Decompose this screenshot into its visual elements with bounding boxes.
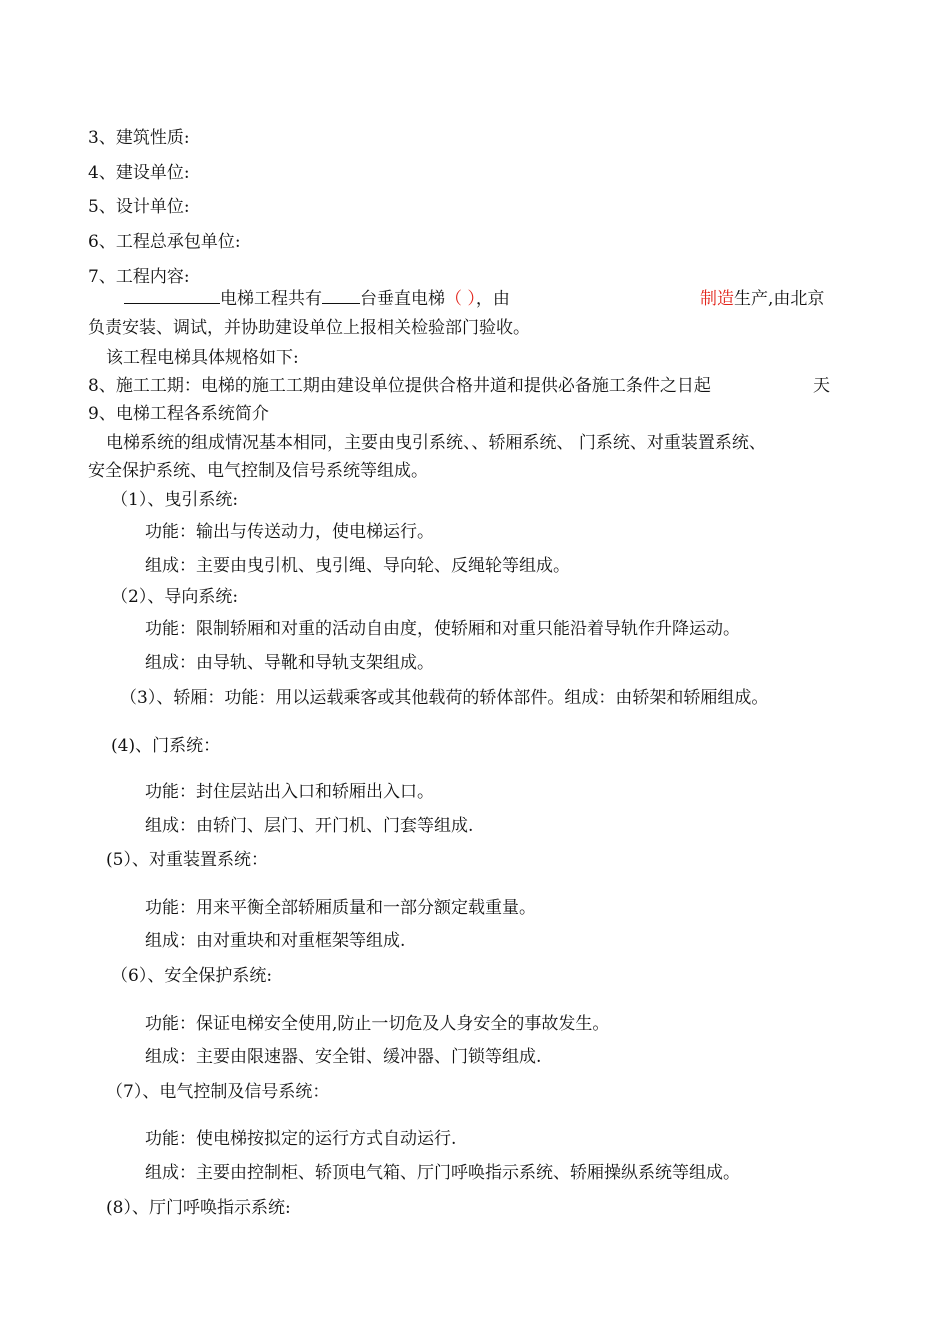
system-2-title: （2）、导向系统: bbox=[111, 587, 239, 607]
system-6-composition: 组成：主要由限速器、安全钳、缓冲器、门锁等组成. bbox=[145, 1047, 542, 1067]
manufacture-text: 制造 bbox=[700, 289, 734, 309]
item-7-elevator-count-line bbox=[124, 287, 510, 311]
system-7-title: （7）、电气控制及信号系统： bbox=[106, 1082, 330, 1102]
item-7-spec-intro: 该工程电梯具体规格如下: bbox=[106, 348, 299, 368]
item-4-construction-unit: 4、建设单位: bbox=[88, 163, 190, 183]
system-1-title: （1）、曳引系统: bbox=[111, 490, 239, 510]
system-2-composition: 组成：由导轨、导靴和导轨支架组成。 bbox=[145, 653, 434, 673]
system-1-composition: 组成：主要由曳引机、曳引绳、导向轮、反绳轮等组成。 bbox=[145, 556, 570, 576]
system-4-function: 功能：封住层站出入口和轿厢出入口。 bbox=[145, 782, 434, 802]
blank-project-name bbox=[124, 287, 220, 304]
system-6-title: （6）、安全保护系统: bbox=[111, 966, 273, 986]
system-7-composition: 组成：主要由控制柜、轿顶电气箱、厅门呼唤指示系统、轿厢操纵系统等组成。 bbox=[145, 1163, 740, 1183]
manufacturer-line bbox=[700, 287, 824, 311]
item-9-paragraph-line-1: 电梯系统的组成情况基本相同，主要由曳引系统、、轿厢系统、 门系统、对重装置系统、 bbox=[106, 433, 766, 453]
item-7-installation-line: 负责安装、调试，并协助建设单位上报相关检验部门验收。 bbox=[88, 318, 530, 338]
item-8-construction-period: 8、施工工期：电梯的施工工期由建设单位提供合格井道和提供必备施工条件之日起 bbox=[88, 376, 711, 396]
system-4-composition: 组成：由轿门、层门、开门机、门套等组成. bbox=[145, 816, 474, 836]
system-2-function: 功能：限制轿厢和对重的活动自由度，使轿厢和对重只能沿着导轨作升降运动。 bbox=[145, 619, 740, 639]
by-text: ，由 bbox=[475, 289, 510, 309]
item-9-system-overview: 9、电梯工程各系统简介 bbox=[88, 404, 269, 424]
system-8-title: (8）、厅门呼唤指示系统: bbox=[106, 1198, 291, 1218]
system-1-function: 功能：输出与传送动力，使电梯运行。 bbox=[145, 522, 434, 542]
blank-elevator-count bbox=[322, 287, 360, 304]
system-5-function: 功能：用来平衡全部轿厢质量和一部分额定载重量。 bbox=[145, 898, 536, 918]
system-6-function: 功能：保证电梯安全使用,防止一切危及人身安全的事故发生。 bbox=[145, 1014, 610, 1034]
production-beijing-text: 生产,由北京 bbox=[734, 289, 825, 309]
system-5-title: (5）、对重装置系统： bbox=[106, 850, 268, 870]
item-6-general-contractor: 6、工程总承包单位: bbox=[88, 232, 241, 252]
item-5-design-unit: 5、设计单位: bbox=[88, 197, 190, 217]
item-7-project-content: 7、工程内容: bbox=[88, 267, 190, 287]
elevator-project-text: 电梯工程共有 bbox=[220, 289, 322, 309]
system-4-title: (4)、门系统： bbox=[111, 736, 221, 756]
vertical-elevator-text: 台垂直电梯 bbox=[360, 289, 445, 309]
system-7-function: 功能：使电梯按拟定的运行方式自动运行. bbox=[145, 1129, 457, 1149]
item-9-paragraph-line-2: 安全保护系统、电气控制及信号系统等组成。 bbox=[88, 461, 428, 481]
elevator-model-paren: （ ） bbox=[445, 289, 476, 309]
system-5-composition: 组成：由对重块和对重框架等组成. bbox=[145, 931, 406, 951]
item-8-days-unit: 天 bbox=[813, 376, 830, 396]
item-3-building-nature: 3、建筑性质: bbox=[88, 128, 190, 148]
system-3-car-line: （3）、轿厢：功能：用以运载乘客或其他载荷的轿体部件。组成：由轿架和轿厢组成。 bbox=[120, 688, 769, 708]
